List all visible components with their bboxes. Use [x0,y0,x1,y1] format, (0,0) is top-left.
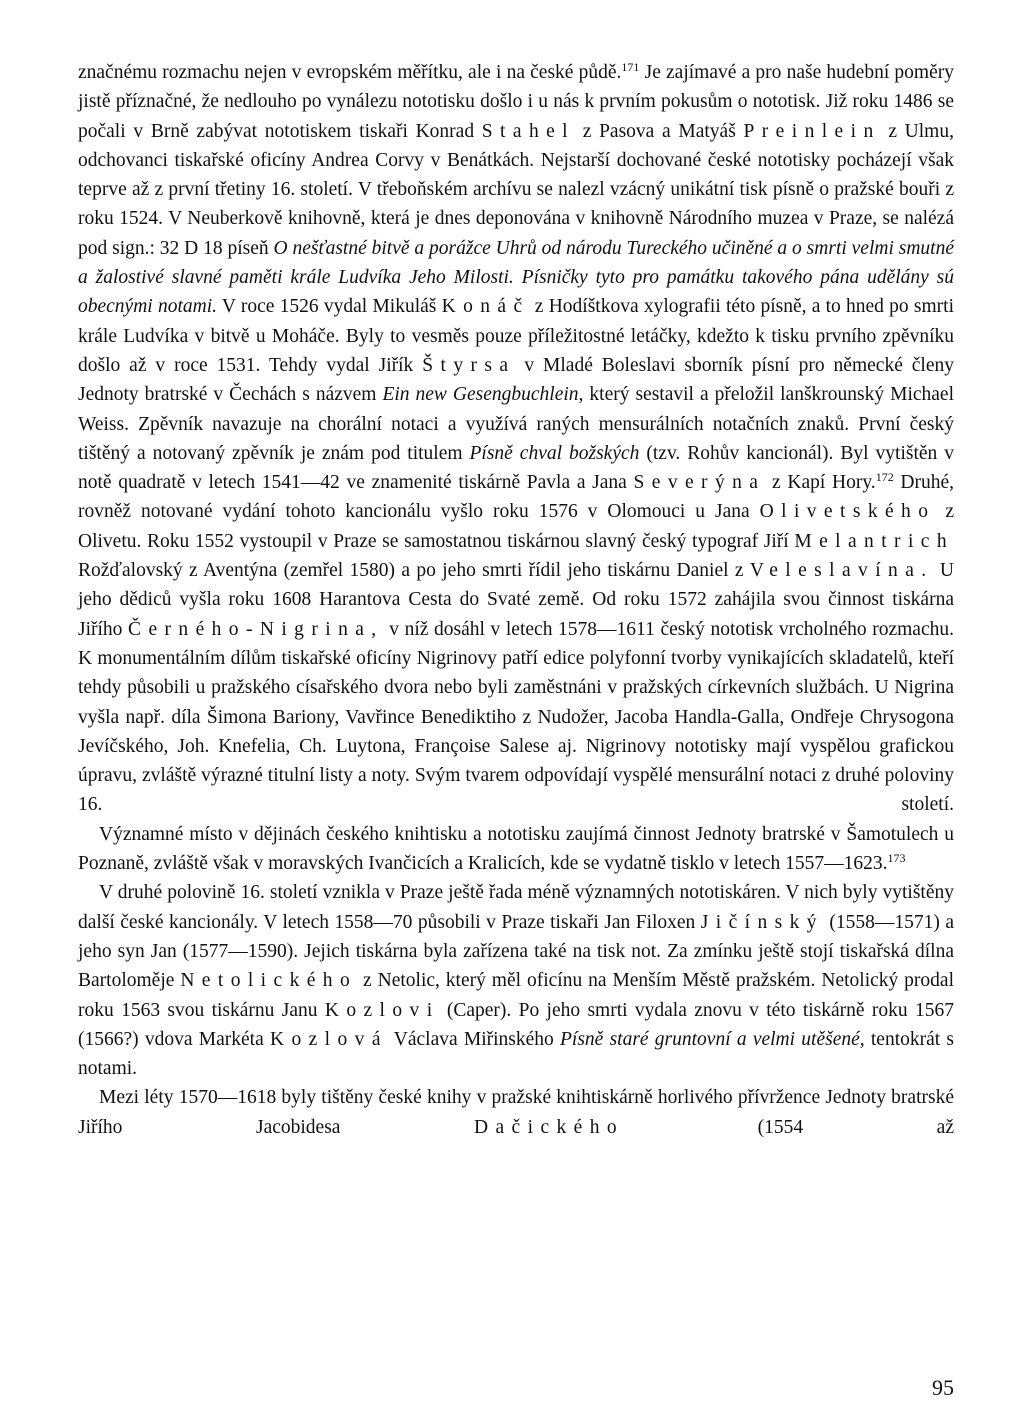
spaced-name: Melantrich [794,530,954,552]
text-run: z Hodíštkova xylografii této písně, a to hned po smrti krále Ludvíka v bitvě u Moháče. Byly to vesměs pouze příležitostné letáčky, kdežto k tisku prvního zpěvníku došlo až v roce 1531. Tehdy vydal Jiřík [78,296,959,376]
italic-title: Písně chval božských [469,442,640,464]
spaced-name: Preinlein [743,120,881,142]
text-run: z Ulmu, odchovanci tiskařské oficíny Andrea Corvy v Benátkách. Nejstarší dochované české nototisky pocházejí však teprve až z první třetiny 16. století. V třeboňském archívu se nalezl vzácný unikátní tisk písně o pražské bouři z roku 1524. V Neuberkově knihovně, která je dnes deponována v knihovně Národního muzea v Praze, se nalézá pod sign.: 32 D 18 píseň [78,120,959,259]
paragraph-dacicky [78,1083,959,1142]
spaced-name: Jičínský [700,911,824,933]
text-run: v níž dosáhl v letech 1578—1611 český nototisk vrcholného rozmachu. K monumentálním dílům tiskařské oficíny Nigrinovy patří edice polyfonní tvorby vynikajících skladatelů, kteří tehdy působili u pražského císařského dvora nebo byli zaměstnáni v pražských církevních službách. U Nigrina vyšla např. díla Šimona Bariony, Vavřince Benediktiho z Nudožer, Jacoba Handla-Galla, Ondřeje Chrysogona Jevíčského, Joh. Knefelia, Ch. Luytona, Françoise Salese aj. Nigrinovy nototisky mají vyspělou grafickou úpravu, zvláště výrazné titulní listy a noty. Svým tvarem odpovídají vyspělé mensurální notaci z druhé poloviny 16. století. [78,618,959,816]
text-run: Mezi léty 1570—1618 byly tištěny české knihy v pražské knihtiskárně horlivého přívržence Jednoty bratrské Jiřího Jacobidesa [78,1087,959,1138]
paragraph-prague-presses [78,878,959,1083]
text-run: (1554 až [624,1116,954,1138]
italic-title: Ein new Gesengbuchlein, [382,384,584,406]
text-run: Václava Miřinského [387,1028,561,1050]
spaced-name: Severýna [633,472,766,494]
text-run: (Caper). Po jeho smrti vydala znovu v této tiskárně roku 1567 (1566?) vdova Markéta [78,999,959,1050]
italic-title: Písně staré gruntovní a velmi utěšené, [560,1028,865,1050]
text-run: Významné místo v dějinách českého knihtisku a nototisku zaujímá činnost Jednoty bratrské v Šamotulech u Poznaně, zvláště však v moravských Ivančicích a Kralicích, kde se vydatně tisklo v letech 1557—1623. [78,823,959,875]
spaced-name: Štyrsa [422,354,516,376]
spaced-name: Kozlovi [324,999,440,1021]
text-run: V roce 1526 vydal Mikuláš [217,296,442,318]
page-number: 95 [932,1375,954,1400]
text-run: Je zajímavé a pro naše hudební poměry jistě příznačné, že nedlouho po vynálezu nototisku došlo i u nás k prvním pokusům o nototisk. Již roku 1486 se počali v Brně zabývat nototiskem tiskaři Konrad [78,62,959,142]
spaced-name: Dačického [474,1116,625,1138]
text-run: z Pasova a Matyáš [575,120,744,142]
spaced-name: Netolického [180,970,358,992]
text-run: U jeho dědiců vyšla roku 1608 Harantova Cesta do Svaté země. Od roku 1572 zahájila svou činnost tiskárna Jiřího [78,560,959,640]
page-body [78,58,959,1398]
text-run: který sestavil a přeložil lanškrounský Michael Weiss. Zpěvník navazuje na chorální notaci a využívá raných mensurálních notačních znaků. První český tištěný a notovaný zpěvník je znám pod titulem [78,384,959,464]
spaced-name: Černého-Nigrina, [128,618,384,640]
footnote-ref: 172 [875,469,894,484]
text-run: v Mladé Boleslavi sborník písní pro německé členy Jednoty bratrské v Čechách s názvem [78,354,959,406]
paragraph-unity-of-brethren [78,820,959,879]
text-run: Rožďalovský z Aventýna (zemřel 1580) a po jeho smrti řídil jeho tiskárnu Daniel z [78,530,959,582]
paragraph-printing-history [78,58,959,820]
spaced-name: Kozlová [269,1028,388,1050]
text-run: značnému rozmachu nejen v evropském měřítku, ale i na české půdě. [78,62,622,83]
text-run: z Olivetu. Roku 1552 vystoupil v Praze se samostatnou tiskárnou slavný český typograf Jiří [78,501,959,552]
text-run: tentokrát s notami. [78,1028,959,1080]
spaced-name: Veleslavína. [749,560,934,582]
italic-title: O nešťastné bitvě a porážce Uhrů od národu Tureckého učiněné a o smrti velmi smutné a žalostivé slavné paměti krále Ludvíka Jeho Milosti. Písničky tyto pro památku takového pána udělány sú obecnými notami. [78,237,959,318]
spaced-name: Olivetského [759,501,936,523]
text-run: V druhé polovině 16. století vznikla v Praze ještě řada méně významných nototiskáren. V nich byly vytištěny další české kancionály. V letech 1558—70 působili v Praze tiskaři Jan Filoxen [78,882,959,933]
text-run: (tzv. Rohův kancionál). Byl vytištěn v notě quadratě v letech 1541—42 ve znamenité tiskárně Pavla a Jana [78,442,959,494]
text-run: z Netolic, který měl oficínu na Menším Městě pražském. Netolický prodal roku 1563 svou tiskárnu Janu [78,970,959,1021]
spaced-name: Stahel [481,120,575,142]
text-run: Druhé, rovněž notované vydání tohoto kancionálu vyšlo roku 1576 v Olomouci u Jana [78,472,959,523]
spaced-name: Konáč [441,296,530,318]
footnote-ref: 173 [887,850,906,865]
footnote-ref: 171 [621,59,640,74]
text-run: z Kapí Hory. [765,472,876,494]
text-run: (1558—1571) a jeho syn Jan (1577—1590). Jejich tiskárna byla zařízena také na tisk not. Za zmínku ještě stojí tiskařská dílna Bartoloměje [78,911,959,992]
